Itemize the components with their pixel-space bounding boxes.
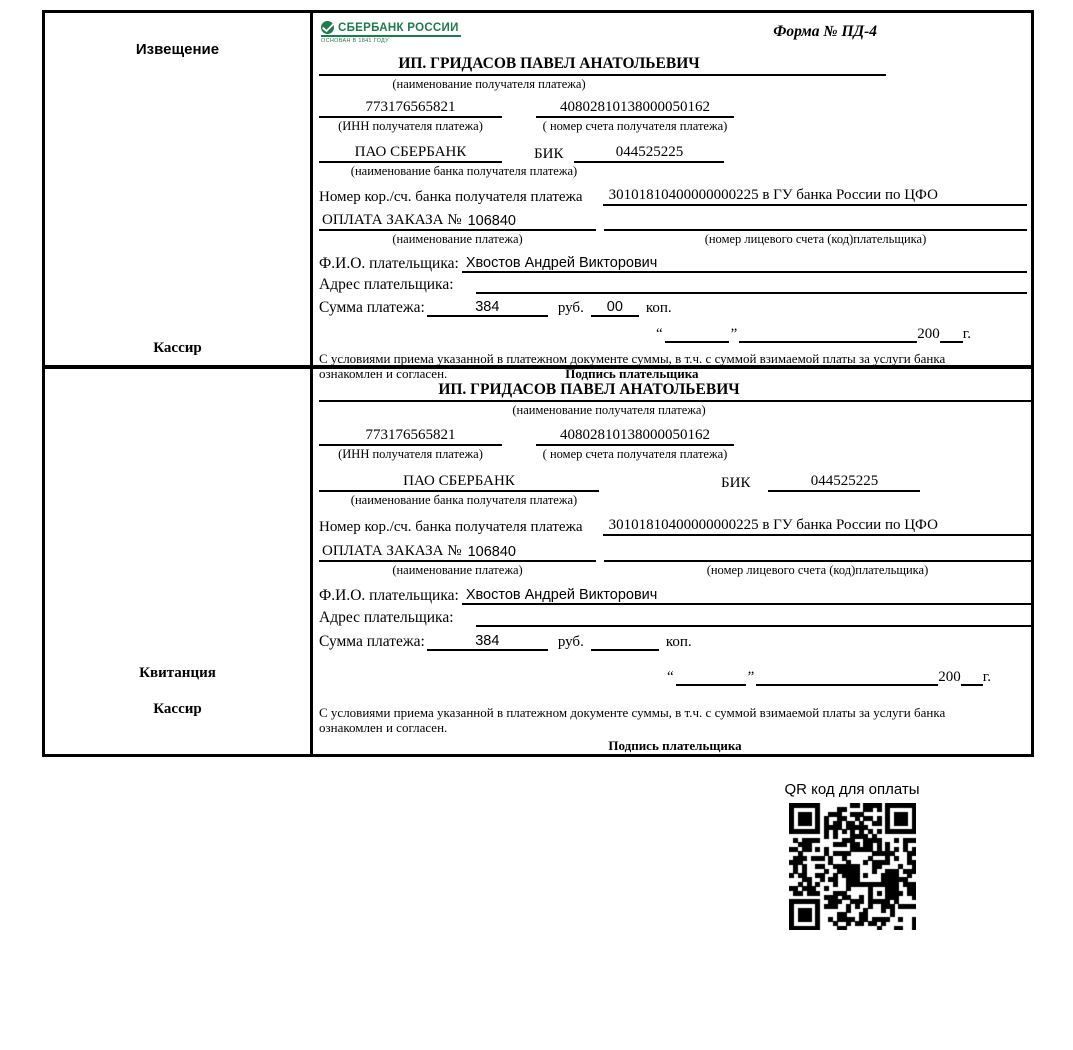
sberbank-tagline: ОСНОВАН В 1841 ГОДУ [321,38,389,44]
form-number: Форма № ПД-4 [773,23,877,40]
sberbank-logo-icon [321,21,334,34]
receipt-side-label: Квитанция [139,665,216,681]
date-month-field [756,684,938,686]
payee-caption: (наименование получателя платежа) [392,77,586,91]
account-caption: ( номер счета получателя платежа) [542,119,728,133]
bik-value: 044525225 [574,144,724,163]
inn-account-row [319,96,1027,118]
year-field [940,341,963,343]
year-suffix: г. [962,326,971,342]
inn-caption: (ИНН получателя платежа) [338,119,483,133]
account-value: 40802810138000050162 [536,99,734,118]
qr-caption: QR код для оплаты [784,781,920,798]
corr-account-value: 30101810400000000225 в ГУ банка России по ЦФО [603,517,1031,536]
corr-account-value: 30101810400000000225 в ГУ банка России по ЦФО [603,187,1027,206]
payer-address-value [476,292,1027,294]
date-day-field [665,341,729,343]
payee-title: ИП. ГРИДАСОВ ПАВЕЛ АНАТОЛЬЕВИЧ [438,381,740,398]
bank-bik-row [319,469,1031,492]
personal-account-field [604,207,1027,231]
purpose-captions-row [319,231,1027,248]
agreement-line2: ознакомлен и согласен. [319,365,448,381]
personal-account-caption: (номер лицевого счета (код)плательщика) [704,232,927,246]
payment-purpose-cell [319,543,596,562]
order-number-value: 106840 [467,544,516,560]
signature-label: Подпись плательщика [608,738,742,753]
payee-title: ИП. ГРИДАСОВ ПАВЕЛ АНАТОЛЬЕВИЧ [398,55,700,72]
qr-code [789,803,916,930]
personal-account-caption: (номер лицевого счета (код)плательщика) [706,563,929,577]
agreement-text [319,706,1031,735]
purpose-captions-row [319,562,1031,579]
date-month-field [739,341,917,343]
agreement-line1: С условиями приема указанной в платежном документе суммы, в т.ч. с суммой взимаемой платы за услуги банка [319,351,946,366]
payer-address-label: Адрес плательщика: [319,609,454,626]
cashier-label: Кассир [153,701,202,717]
inn-account-captions [319,446,1031,463]
payer-name-value: Хвостов Андрей Викторович [462,587,1031,605]
payer-address-row [319,275,1027,294]
payer-address-value [476,625,1031,627]
account-caption: ( номер счета получателя платежа) [542,447,728,461]
sberbank-logo [321,21,461,44]
sberbank-logo-line [321,21,461,37]
payment-purpose-caption: (наименование платежа) [392,563,523,577]
amount-rub-value: 384 [427,633,548,651]
payment-purpose-caption: (наименование платежа) [392,232,523,246]
notice-section [45,13,1031,381]
inn-account-captions [319,118,1027,135]
kop-label: коп. [645,300,672,316]
date-day-field [676,684,746,686]
year-suffix: г. [982,669,991,685]
date-row [319,322,1027,343]
date-quote-open: “ [666,669,674,685]
payment-purpose-cell [319,212,596,231]
notice-side-label: Извещение [135,41,220,58]
date-quote-close: ” [730,326,738,342]
bik-label: БИК [534,146,564,162]
inn-value: 773176565821 [319,427,502,446]
payer-name-label: Ф.И.О. плательщика: [319,587,459,604]
bank-name-caption: (наименование банка получателя платежа) [350,493,578,507]
corr-account-label: Номер кор./сч. банка получателя платежа [319,189,583,205]
rub-label: руб. [557,634,584,650]
amount-kop-value [591,649,659,651]
amount-label: Сумма платежа: [319,299,425,316]
rub-label: руб. [557,300,584,316]
sberbank-brand-name: СБЕРБАНК РОССИИ [338,21,459,34]
payment-form [42,10,1034,757]
year-prefix: 200 [938,669,961,685]
agreement-line1: С условиями приема указанной в платежном документе суммы, в т.ч. с суммой взимаемой платы за услуги банка [319,705,946,720]
receipt-section [45,365,1031,754]
bik-label: БИК [721,475,751,491]
inn-account-row [319,424,1031,446]
bank-name-value: ПАО СБЕРБАНК [319,144,502,163]
qr-block [776,781,928,935]
bank-name-caption: (наименование банка получателя платежа) [350,164,578,178]
agreement-line2: ознакомлен и согласен. [319,719,448,735]
payer-name-label: Ф.И.О. плательщика: [319,255,459,272]
payment-purpose-value: ОПЛАТА ЗАКАЗА № [322,543,462,559]
payment-purpose-row [319,209,1027,231]
bank-name-value: ПАО СБЕРБАНК [319,473,599,492]
payer-name-row [319,584,1031,605]
amount-label: Сумма платежа: [319,633,425,650]
date-quote-close: ” [747,669,755,685]
notice-left-column [45,13,313,365]
kop-label: коп. [665,634,692,650]
bank-bik-row [319,140,1027,163]
year-prefix: 200 [917,326,940,342]
cashier-label: Кассир [153,340,202,356]
date-row [319,665,1031,686]
corr-account-row [319,183,1027,206]
notice-form-area [313,13,1031,381]
signature-label: Подпись плательщика [565,365,699,381]
payer-address-row [319,608,1031,627]
amount-row [319,297,1027,317]
corr-account-label: Номер кор./сч. банка получателя платежа [319,519,583,535]
amount-rub-value: 384 [427,299,548,317]
notice-header-row [319,19,1027,55]
inn-caption: (ИНН получателя платежа) [338,447,483,461]
corr-account-row [319,513,1031,536]
inn-value: 773176565821 [319,99,502,118]
payer-name-row [319,252,1027,273]
payment-purpose-row [319,540,1031,562]
payer-name-value: Хвостов Андрей Викторович [462,255,1027,273]
receipt-left-column [45,369,313,754]
date-quote-open: “ [655,326,663,342]
account-value: 40802810138000050162 [536,427,734,446]
payer-address-label: Адрес плательщика: [319,276,454,293]
amount-kop-value: 00 [591,299,639,317]
personal-account-field [604,538,1031,562]
payee-caption: (наименование получателя платежа) [512,403,706,417]
receipt-form-area [313,365,1035,754]
year-field [961,684,983,686]
payment-purpose-value: ОПЛАТА ЗАКАЗА № [322,212,462,228]
bik-value: 044525225 [768,473,920,492]
amount-row [319,631,1031,651]
order-number-value: 106840 [467,213,516,229]
